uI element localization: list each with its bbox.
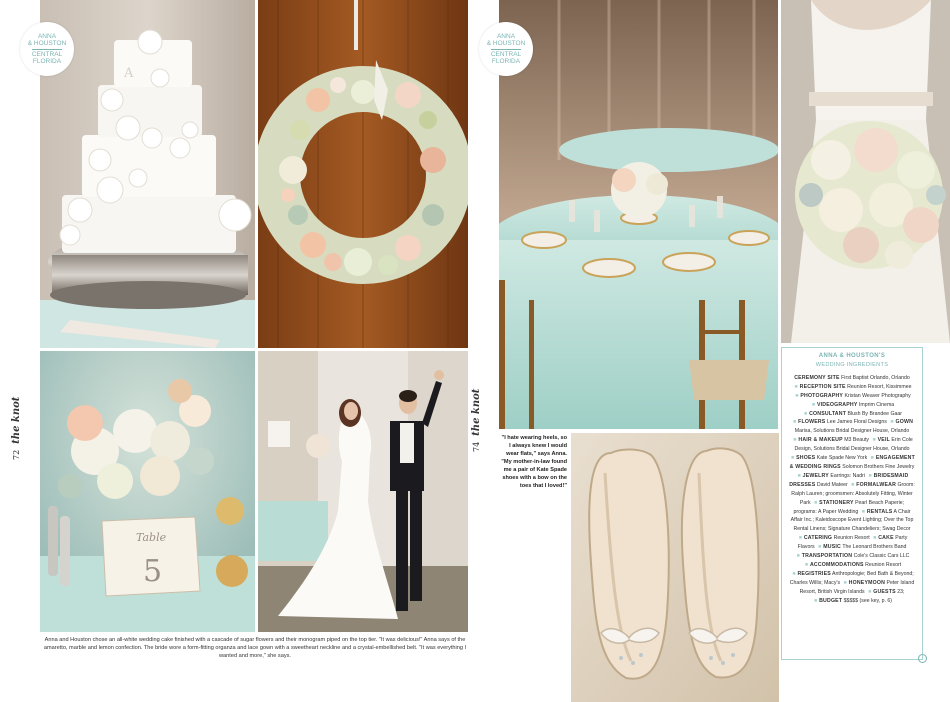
ingredient-item (795, 553, 910, 559)
ingredient-separator: ■ (873, 535, 877, 542)
ingredient-separator: ■ (868, 588, 872, 595)
badge-divider (32, 49, 62, 50)
badge-divider (491, 49, 521, 50)
ingredient-text: A Chair Affair Inc.; Kaleidoscope Event Lighting; Over the Top Rental Linens; Signature Chandeliers; Swag Decor (790, 508, 914, 533)
ingredient-separator: ■ (870, 455, 874, 462)
ingredient-separator: ■ (811, 401, 815, 408)
ingredient-label: CEREMONY SITE (794, 374, 840, 381)
ingredient-separator: ■ (796, 553, 800, 560)
ingredient-item (791, 419, 888, 425)
ingredient-text: Kate Spade New York (816, 455, 868, 462)
ingredients-list (788, 374, 916, 606)
ingredient-label: CAKE (878, 535, 894, 542)
ingredient-text: Marisa, Solutions Bridal Designer House, Orlando (794, 428, 910, 435)
ingredient-item (796, 473, 867, 479)
badge-right-line3: CENTRAL (490, 50, 522, 58)
ingredient-item (797, 535, 871, 541)
bridal-shoes-photo (571, 433, 779, 702)
location-badge-right (479, 22, 533, 76)
badge-right-line4: FLORIDA (491, 58, 521, 65)
ingredient-label: CATERING (803, 535, 833, 542)
ingredient-label: BUDGET (819, 597, 843, 604)
ingredient-separator: ■ (814, 499, 818, 506)
ingredient-item (866, 589, 904, 595)
ingredient-item (802, 411, 902, 417)
floral-wreath-photo (258, 0, 468, 348)
ingredient-text: Reunion Resort (865, 561, 902, 568)
ingredient-text: Anthropologie; Bed Bath & Beyond; Charles Willis; Macy's (789, 570, 914, 586)
ingredient-text: Kristan Weaver Photography (844, 392, 911, 399)
ingredient-separator: ■ (790, 455, 795, 462)
badge-left-line1: ANNA (37, 32, 57, 40)
ingredient-item (794, 375, 910, 381)
ingredient-text: Reunion Resort, Kissimmee (847, 383, 912, 390)
ingredient-separator: ■ (851, 481, 855, 488)
page-number-left: 72 (12, 449, 21, 460)
ingredient-text: Blush By Brandee Gaar (847, 410, 903, 417)
ingredient-item (816, 544, 906, 550)
folio-right (471, 389, 482, 452)
ingredient-text: Earrings: Nadri (830, 472, 866, 479)
folio-left (11, 397, 22, 460)
page-number-right: 74 (472, 441, 481, 452)
ingredient-separator: ■ (818, 544, 822, 551)
ingredient-label: RECEPTION SITE (799, 383, 846, 390)
ingredient-label: REGISTRIES (797, 570, 831, 577)
reception-tables-photo (496, 0, 778, 429)
shoes-quote: "I hate wearing heels, so I always knew I would wear flats," says Anna. "My mother-in-law found me a pair of Kate Spade shoes with a bow on the toes that I loved!" (501, 435, 567, 489)
ingredient-label: VEIL (877, 437, 890, 444)
ingredient-separator: ■ (792, 570, 796, 577)
badge-left-line4: FLORIDA (32, 58, 62, 65)
ingredient-separator: ■ (868, 472, 872, 479)
ingredients-title: ANNA & HOUSTON'S (818, 353, 886, 359)
ingredient-item (793, 393, 911, 399)
ingredient-label: HONEYMOON (848, 579, 886, 586)
table-card-word: Table (136, 531, 167, 544)
ingredient-label: GUESTS (873, 588, 896, 595)
wedding-ingredients-box (781, 347, 923, 660)
ingredient-text: Groom: Ralph Lauren; groomsmen: Absolutely Fitting, Winter Park (791, 481, 915, 506)
ingredient-separator: ■ (804, 561, 808, 568)
ingredient-label: STATIONERY (819, 499, 854, 506)
ingredient-separator: ■ (843, 579, 847, 586)
ingredient-label: JEWELRY (802, 472, 829, 479)
ingredient-separator: ■ (803, 410, 808, 417)
ingredient-label: VIDEOGRAPHY (816, 401, 858, 408)
badge-left-line3: CENTRAL (31, 50, 63, 58)
ingredient-item (803, 562, 901, 568)
centerpiece-photo (40, 351, 255, 632)
couple-photo (258, 351, 468, 632)
ingredient-item (812, 598, 892, 604)
ingredient-separator: ■ (793, 437, 797, 444)
table-card-number: 5 (143, 554, 163, 589)
ingredient-text: Imprim Cinema (858, 401, 895, 408)
ingredient-item (789, 455, 869, 461)
ingredient-label: HAIR & MAKEUP (798, 437, 843, 444)
ingredient-text: Lee James Floral Designs (826, 419, 887, 426)
end-mark-icon (918, 654, 927, 663)
ingredient-separator: ■ (872, 437, 876, 444)
ingredient-text: Solomon Brothers Fine Jewelry (842, 463, 915, 470)
ingredient-text: Erin Cole Design, Solutions Bridal Designer House, Orlando (794, 437, 913, 453)
table-number-card (102, 517, 200, 596)
ingredient-label: RENTALS (866, 508, 893, 515)
ingredient-text: M3 Beauty (844, 437, 870, 444)
ingredient-label: ENGAGEMENT & WEDDING RINGS (789, 455, 915, 470)
ingredients-subtitle: WEDDING INGREDIENTS (815, 362, 889, 368)
ingredient-label: FORMALWEAR (856, 481, 897, 488)
ingredient-text: The Leonard Brothers Band (842, 544, 907, 551)
ingredient-label: PHOTOGRAPHY (800, 392, 844, 399)
bouquet-photo (781, 0, 950, 343)
ingredient-text: First Baptist Orlando, Orlando (841, 374, 910, 381)
ingredient-text: Peter Island Resort, British Virgin Islands (799, 579, 915, 595)
ingredient-separator: ■ (794, 383, 798, 390)
ingredient-text: Reunion Resort (833, 535, 870, 542)
ingredient-separator: ■ (890, 419, 894, 426)
ingredient-label: FLOWERS (798, 419, 826, 426)
magazine-brand-left: the knot (11, 396, 22, 444)
svg-text:A: A (124, 66, 134, 81)
ingredient-label: BRIDESMAID DRESSES (789, 472, 909, 488)
location-badge-left (20, 22, 74, 76)
left-page-caption: Anna and Houston chose an all-white wedding cake finished with a cascade of sugar flowers and their monogram piped on the top tier. "It was delicious!" Anna says of the amaretto, marble and lemon confection. The bride wore a form-fitting organza and lace gown with a sweetheart neckline and a crystal-embellished belt. "It was everything I wanted and more," she says. (43, 637, 467, 659)
ingredient-separator: ■ (797, 472, 801, 479)
ingredient-separator: ■ (813, 597, 818, 604)
magazine-brand-right: the knot (471, 388, 482, 436)
ingredient-text: 23; (897, 588, 905, 595)
badge-left-line2: & HOUSTON (27, 40, 67, 47)
ingredient-label: ACCOMMODATIONS (809, 561, 864, 568)
badge-right-line2: & HOUSTON (486, 40, 526, 47)
ingredient-label: MUSIC (823, 544, 841, 551)
ingredient-separator: ■ (795, 392, 799, 399)
ingredient-separator: ■ (798, 535, 802, 542)
ingredient-text: $$$$$ (see key, p. 6) (843, 597, 893, 604)
ingredient-text: Pearl Beach Paperie; programs: A Paper Wedding (793, 499, 905, 515)
ingredient-text: Cole's Classic Cars LLC (853, 553, 910, 560)
ingredient-label: SHOES (796, 455, 816, 462)
ingredient-item (793, 384, 912, 390)
ingredient-label: GOWN (895, 419, 914, 426)
badge-right-line1: ANNA (496, 32, 516, 40)
ingredient-separator: ■ (861, 508, 865, 515)
ingredient-text: David Mateer (816, 481, 848, 488)
ingredient-separator: ■ (792, 419, 797, 426)
ingredient-text: Party Flavors (797, 535, 908, 551)
ingredient-label: CONSULTANT (809, 410, 847, 417)
ingredient-item (791, 437, 870, 443)
ingredient-item (810, 402, 894, 408)
ingredient-label: TRANSPORTATION (801, 553, 853, 560)
